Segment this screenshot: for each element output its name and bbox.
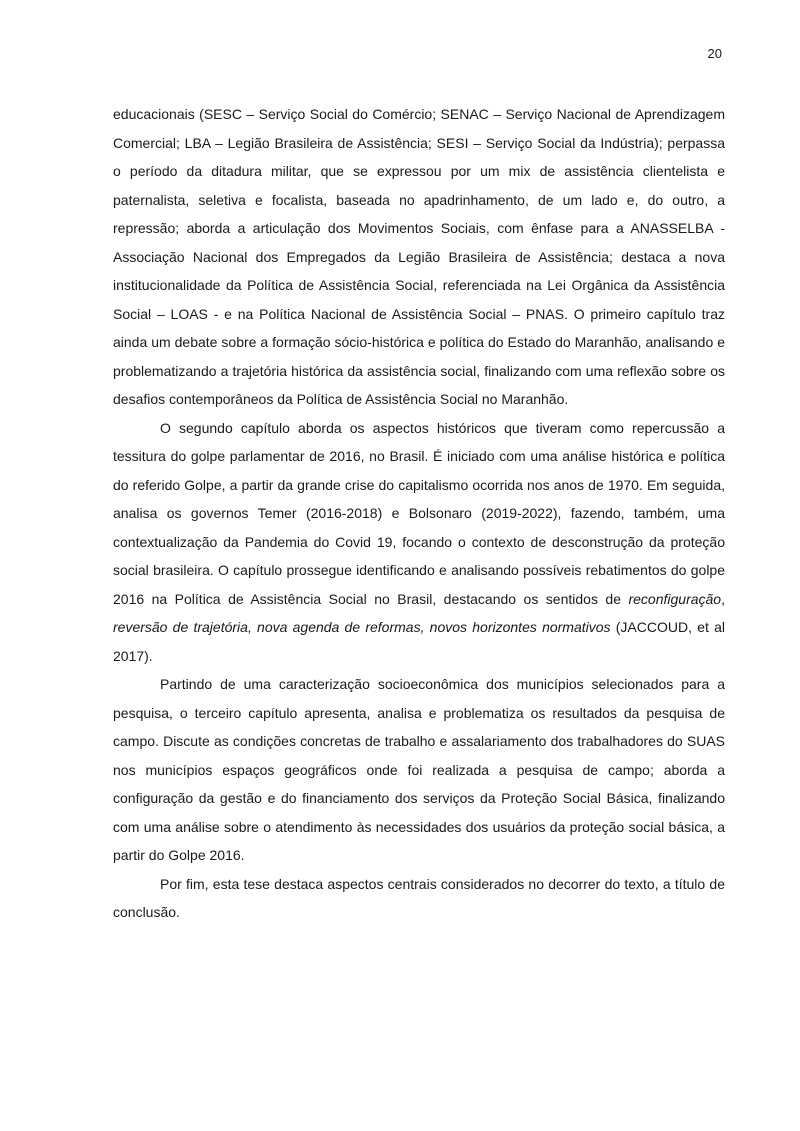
text-run: , bbox=[721, 590, 725, 607]
page-number: 20 bbox=[707, 46, 722, 61]
paragraph bbox=[113, 670, 725, 870]
text-run: Por fim, esta tese destaca aspectos centrais considerados no decorrer do texto, a título de conclusão. bbox=[113, 875, 725, 920]
text-run: (JACCOUD, et al 2017). bbox=[113, 619, 725, 664]
body-text bbox=[113, 100, 725, 927]
paragraph bbox=[113, 100, 725, 414]
paragraph bbox=[113, 870, 725, 927]
paragraph bbox=[113, 414, 725, 671]
italic-text-run: reconfiguração bbox=[628, 590, 722, 607]
text-run: Partindo de uma caracterização socioeconômica dos municípios selecionados para a pesquisa, o terceiro capítulo apresenta, analisa e problematiza os resultados da pesquisa de campo. Discute as condições concretas de trabalho e assalariamento dos trabalhadores do SUAS nos municípios espaços geográficos onde foi realizada a pesquisa de campo; aborda a configuração da gestão e do financiamento dos serviços da Proteção Social Básica, finalizando com uma análise sobre o atendimento às necessidades dos usuários da proteção social básica, a partir do Golpe 2016. bbox=[113, 676, 725, 863]
text-run: O segundo capítulo aborda os aspectos históricos que tiveram como repercussão a tessitura do golpe parlamentar de 2016, no Brasil. É iniciado com uma análise histórica e política do referido Golpe, a partir da grande crise do capitalismo ocorrida nos anos de 1970. Em seguida, analisa os governos Temer (2016-2018) e Bolsonaro (2019-2022), fazendo, também, uma contextualização da Pandemia do Covid 19, focando o contexto de desconstrução da proteção social brasileira. O capítulo prossegue identificando e analisando possíveis rebatimentos do golpe 2016 na Política de Assistência Social no Brasil, destacando os sentidos de bbox=[113, 419, 725, 607]
text-run: educacionais (SESC – Serviço Social do Comércio; SENAC – Serviço Nacional de Aprendizagem Comercial; LBA – Legião Brasileira de Assistência; SESI – Serviço Social da Indústria); perpassa o período da ditadura militar, que se expressou por um mix de assistência clientelista e paternalista, seletiva e focalista, baseada no apadrinhamento, de um lado e, do outro, a repressão; aborda a articulação dos Movimentos Sociais, com ênfase para a ANASSELBA - Associação Nacional dos Empregados da Legião Brasileira de Assistência; destaca a nova institucionalidade da Política de Assistência Social, referenciada na Lei Orgânica da Assistência Social – LOAS - e na Política Nacional de Assistência Social – PNAS. O primeiro capítulo traz ainda um debate sobre a formação sócio-histórica e política do Estado do Maranhão, analisando e problematizando a trajetória histórica da assistência social, finalizando com uma reflexão sobre os desafios contemporâneos da Política de Assistência Social no Maranhão. bbox=[113, 106, 725, 407]
italic-text-run: reversão de trajetória, nova agenda de reformas, novos horizontes normativos bbox=[113, 619, 611, 635]
